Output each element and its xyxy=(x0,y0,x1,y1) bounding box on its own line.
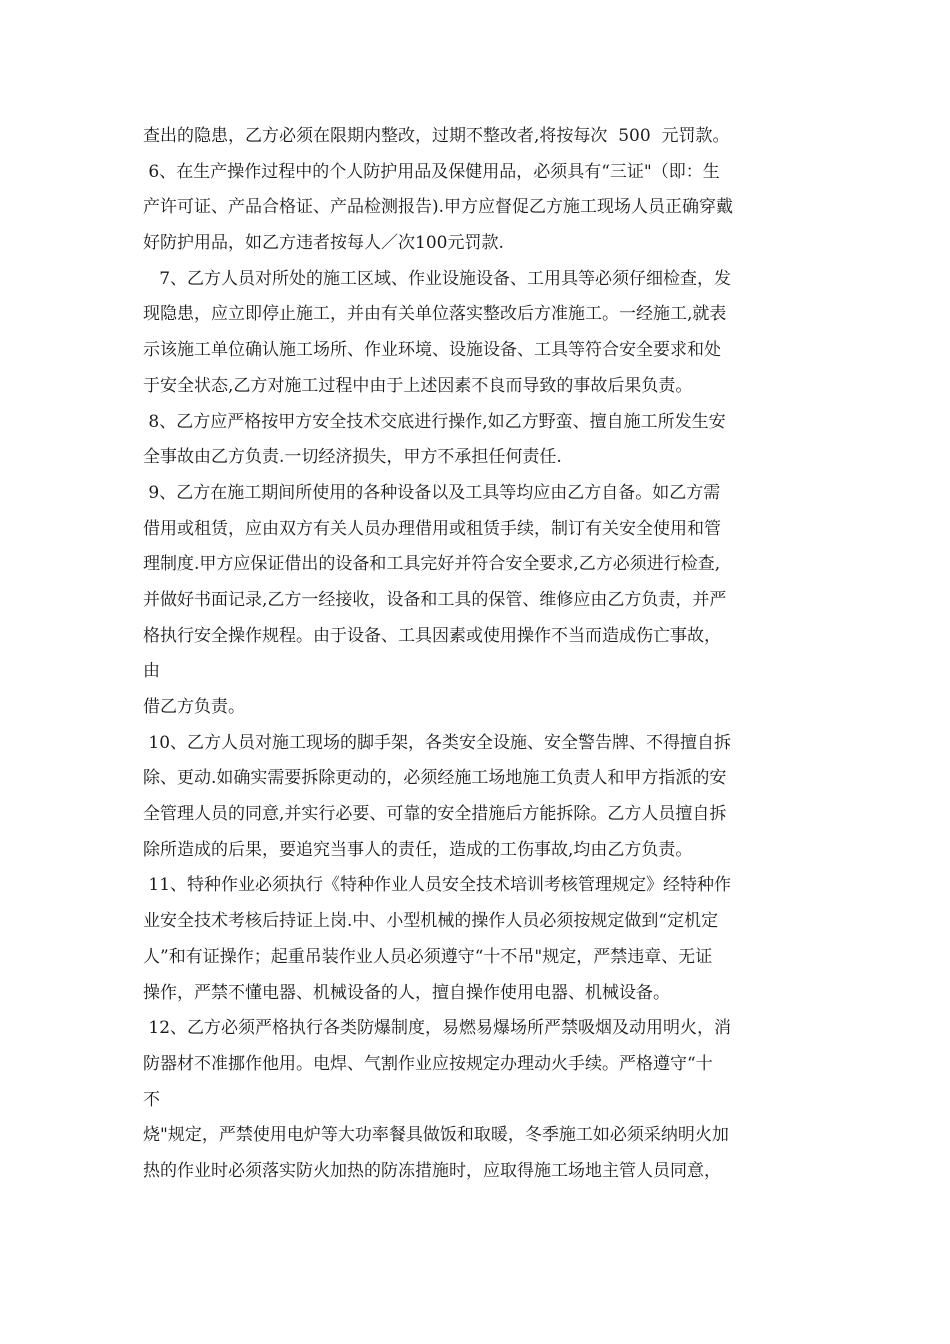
document-text-line: 人”和有证操作；起重吊装作业人员必须遵守“十不吊"规定，严禁违章、无证 xyxy=(143,946,713,967)
document-text-line: 并做好书面记录,乙方一经接收，设备和工具的保管、维修应由乙方负责，并严 xyxy=(143,589,727,610)
document-text-line: 由 xyxy=(143,661,160,682)
document-text-line: 好防护用品，如乙方违者按每人／次100元罚款. xyxy=(143,233,504,254)
document-text-line: 于安全状态,乙方对施工过程中由于上述因素不良而导致的事故后果负责。 xyxy=(143,375,693,396)
document-text-line: 防器材不准挪作他用。电焊、气割作业应按规定办理动火手续。严格遵守“十 xyxy=(143,1053,713,1074)
document-text-line: 除所造成的后果，要追究当事人的责任，造成的工伤事故,均由乙方负责。 xyxy=(143,839,693,860)
document-text-line: 7、乙方人员对所处的施工区域、作业设施设备、工用具等必须仔细检查，发 xyxy=(143,268,732,289)
document-text-line: 烧"规定，严禁使用电炉等大功率餐具做饭和取暖，冬季施工如必须采纳明火加 xyxy=(143,1125,729,1146)
document-text-line: 热的作业时必须落实防火加热的防冻措施时，应取得施工场地主管人员同意， xyxy=(143,1160,721,1181)
document-text-line: 理制度.甲方应保证借出的设备和工具完好并符合安全要求,乙方必须进行检查, xyxy=(143,554,721,575)
document-text-line: 9、乙方在施工期间所使用的各种设备以及工具等均应由乙方自备。如乙方需 xyxy=(143,482,721,503)
document-text-line: 查出的隐患，乙方必须在限期内整改，过期不整改者,将按每次 500 元罚款。 xyxy=(143,126,730,146)
document-text-line: 8、乙方应严格按甲方安全技术交底进行操作,如乙方野蛮、擅自施工所发生安 xyxy=(143,411,726,432)
document-text-line: 12、乙方必须严格执行各类防爆制度，易燃易爆场所严禁吸烟及动用明火，消 xyxy=(143,1018,732,1039)
document-text-line: 6、在生产操作过程中的个人防护用品及保健用品，必须具有“三证"（即：生 xyxy=(143,161,720,182)
document-text-line: 示该施工单位确认施工场所、作业环境、设施设备、工具等符合安全要求和处 xyxy=(143,340,721,361)
document-text-line: 借用或租赁，应由双方有关人员办理借用或租赁手续，制订有关安全使用和管 xyxy=(143,518,721,539)
document-text-line: 操作，严禁不懂电器、机械设备的人，擅自操作使用电器、机械设备。 xyxy=(143,982,670,1003)
document-text-line: 现隐患，应立即停止施工，并由有关单位落实整改后方准施工。一经施工,就表 xyxy=(143,304,727,325)
document-body xyxy=(143,119,813,1190)
document-text-line: 不 xyxy=(143,1089,160,1110)
document-text-line: 业安全技术考核后持证上岗.中、小型机械的操作人员必须按规定做到“定机定 xyxy=(143,911,719,932)
document-text-line: 格执行安全操作规程。由于设备、工具因素或使用操作不当而造成伤亡事故， xyxy=(143,625,721,646)
document-text-line: 全管理人员的同意,并实行必要、可靠的安全措施后方能拆除。乙方人员擅自拆 xyxy=(143,804,727,825)
document-text-line: 10、乙方人员对施工现场的脚手架，各类安全设施、安全警告牌、不得擅自拆 xyxy=(143,732,732,753)
document-text-line: 11、特种作业必须执行《特种作业人员安全技术培训考核管理规定》经特种作 xyxy=(143,875,732,896)
document-text-line: 除、更动.如确实需要拆除更动的，必须经施工场地施工负责人和甲方指派的安 xyxy=(143,768,727,789)
document-text-line: 产许可证、产品合格证、产品检测报告).甲方应督促乙方施工现场人员正确穿戴 xyxy=(143,197,734,218)
document-text-line: 全事故由乙方负责.一切经济损失，甲方不承担任何责任. xyxy=(143,447,562,468)
document-text-line: 借乙方负责。 xyxy=(143,697,245,717)
